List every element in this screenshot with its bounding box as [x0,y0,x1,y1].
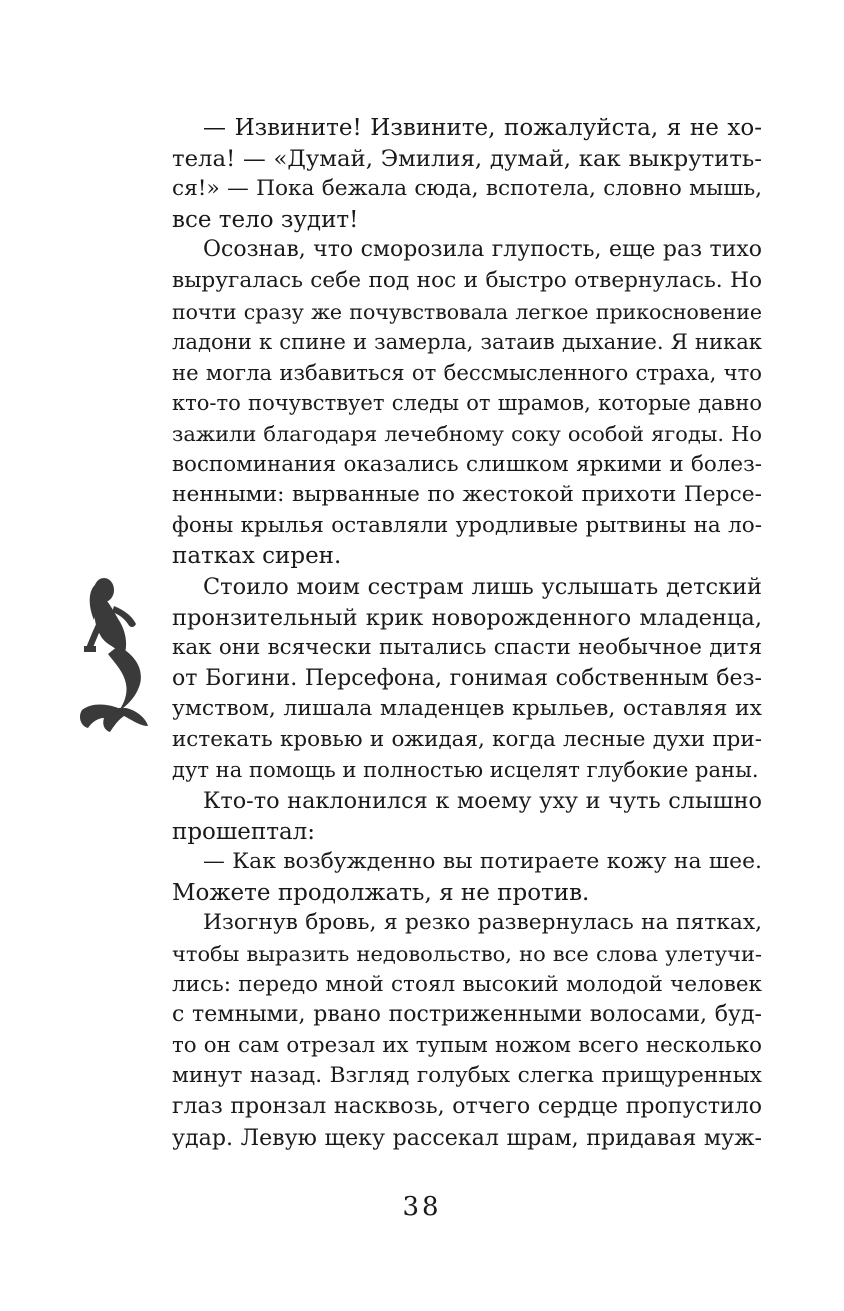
text-line: Стоило моим сестрам лишь услышать детский [203,573,762,600]
text-line: фоны крылья оставляли уродливые рытвины на ло- [172,512,762,538]
text-line: Осознав, что сморозила глупость, еще раз тихо [203,237,762,263]
text-line: минут назад. Взгляд голубых слегка прищуренных [172,1063,762,1089]
text-line: прошептал: [172,818,316,845]
text-line: дут на помощь и полностью исцелят глубокие раны. [172,757,759,783]
text-line: почти сразу же почувствовала легкое прикосновение [172,299,762,324]
text-line: Можете продолжать, я не против. [172,879,590,906]
text-line: патках сирен. [172,543,342,570]
text-line: пронзительный крик новорожденного младенца, [172,604,762,631]
text-line: выругалась себе под нос и быстро отвернулась. Но [172,267,762,293]
text-line: как они всячески пытались спасти необычное дитя [172,635,762,661]
text-line: ладони к спине и замерла, затаив дыхание. Я никак [172,329,762,355]
text-line: умством, лишала младенцев крыльев, оставляя их [172,696,762,722]
text-line: ненными: вырванные по жестокой прихоти Персе- [172,482,762,508]
page-number: 38 [402,1192,442,1222]
text-line: с темными, рвано постриженными волосами, буд- [172,1002,762,1028]
text-line: кто-то почувствует следы от шрамов, которые давно [172,390,762,416]
text-line: зажили благодаря лечебному соку особой ягоды. Но [172,421,762,446]
text-line: истекать кровью и ожидая, когда лесные духи при- [172,726,762,752]
text-line: воспоминания оказались слишком яркими и болез- [172,451,762,477]
text-line: ся!» — Пока бежала сюда, вспотела, словно мышь, [172,176,762,202]
text-line: не могла избавиться от бессмысленного страха, что [172,359,762,385]
text-line: Изогнув бровь, я резко развернулась на пятках, [203,910,762,936]
text-line: тела! — «Думай, Эмилия, думай, как выкрутить- [172,145,762,172]
text-line: чтобы выразить недовольство, но все слова улетучи- [172,942,762,967]
text-line: от Богини. Персефона, гонимая собственным без- [172,665,762,691]
text-line: удар. Левую щеку рассекал шрам, придавая муж- [172,1124,762,1151]
text-line: Кто-то наклонился к моему уху и чуть слышно [203,788,762,815]
body-text [172,113,762,1153]
text-line: то он сам отрезал их тупым ножом всего несколько [172,1032,762,1058]
text-line: лись: передо мной стоял высокий молодой человек [172,971,762,997]
text-line: глаз пронзал насквозь, отчего сердце пропустило [172,1094,762,1119]
text-line: все тело зудит! [172,206,359,233]
text-line: — Извините! Извините, пожалуйста, я не хо- [203,115,762,141]
mermaid-silhouette-icon [74,576,160,734]
text-line: — Как возбужденно вы потираете кожу на шее. [203,849,762,875]
